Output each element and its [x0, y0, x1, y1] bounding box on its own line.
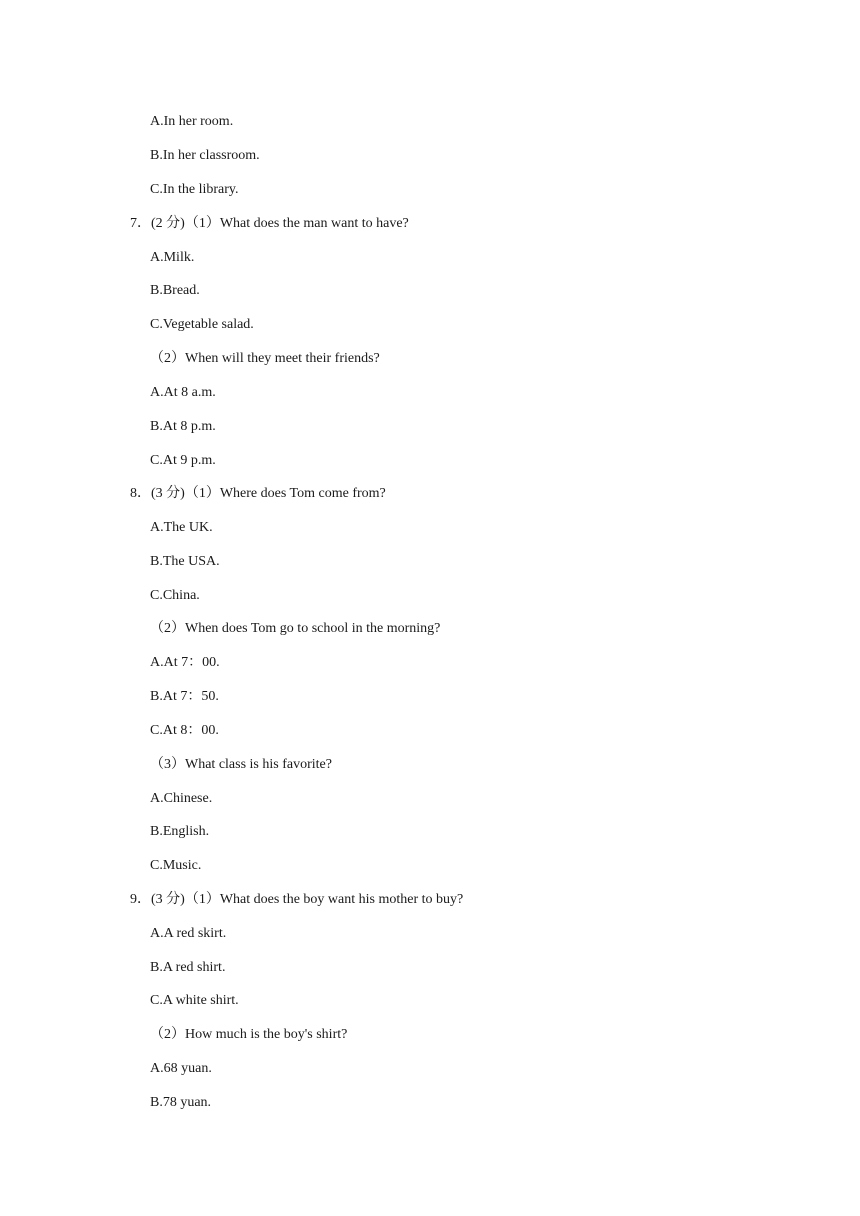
option-text: B.At 7：50.: [150, 689, 219, 704]
option-text: C.China.: [150, 588, 200, 603]
option-text: B.In her classroom.: [150, 148, 260, 163]
option-text: B.English.: [150, 824, 210, 839]
sub-question: （2）When will they meet their friends?: [150, 351, 380, 366]
option-text: C.At 9 p.m.: [150, 453, 216, 468]
sub-question: （2）When does Tom go to school in the morning?: [150, 621, 441, 636]
sub-question: （2）How much is the boy's shirt?: [150, 1027, 348, 1042]
question-heading: 9．(3 分)（1）What does the boy want his mother to buy?: [130, 892, 464, 907]
option-text: A.Chinese.: [150, 791, 213, 806]
sub-question: （3）What class is his favorite?: [150, 757, 332, 772]
option-text: A.In her room.: [150, 114, 234, 129]
option-text: A.At 7：00.: [150, 655, 220, 670]
option-text: C.A white shirt.: [150, 993, 239, 1008]
option-text: C.In the library.: [150, 182, 239, 197]
option-text: B.At 8 p.m.: [150, 419, 216, 434]
option-text: B.The USA.: [150, 554, 220, 569]
question-heading: 8．(3 分)（1）Where does Tom come from?: [130, 486, 386, 501]
option-text: A.68 yuan.: [150, 1061, 212, 1076]
option-text: B.Bread.: [150, 283, 200, 298]
option-text: C.At 8：00.: [150, 723, 219, 738]
option-text: A.The UK.: [150, 520, 213, 535]
question-heading: 7．(2 分)（1）What does the man want to have?: [130, 216, 409, 231]
option-text: A.Milk.: [150, 250, 195, 265]
option-text: A.A red skirt.: [150, 926, 227, 941]
option-text: C.Vegetable salad.: [150, 317, 254, 332]
option-text: B.78 yuan.: [150, 1095, 212, 1110]
option-text: A.At 8 a.m.: [150, 385, 216, 400]
option-text: C.Music.: [150, 858, 202, 873]
option-text: B.A red shirt.: [150, 960, 226, 975]
